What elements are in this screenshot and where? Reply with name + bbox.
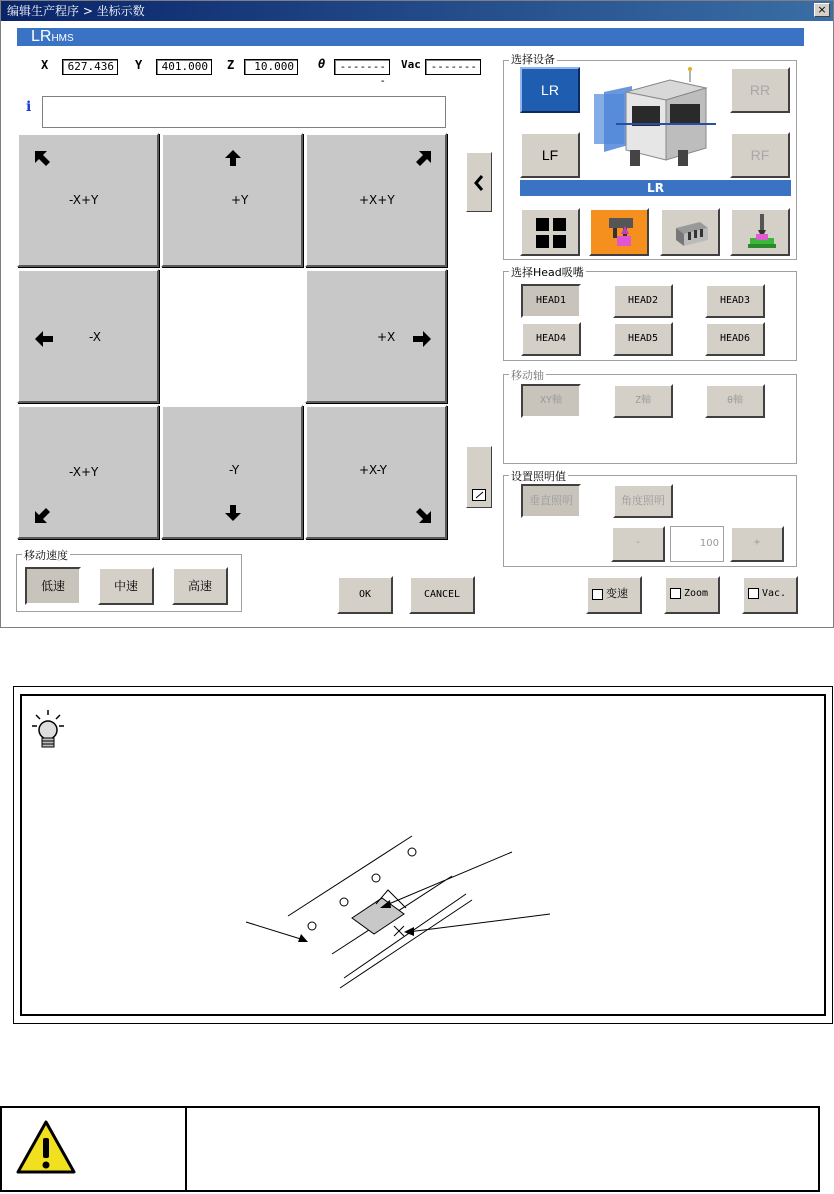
vac-toggle[interactable]	[742, 576, 798, 614]
vac-toggle-label: Vac.	[762, 588, 787, 599]
nozzle-icon	[746, 214, 778, 252]
view-grid-button[interactable]	[520, 208, 580, 256]
y-label: Y	[135, 58, 143, 72]
device-lr-button[interactable]: LR	[520, 67, 580, 113]
z-label: Z	[227, 58, 235, 72]
checkbox-icon	[748, 588, 759, 599]
view-nozzle-button[interactable]	[730, 208, 790, 256]
ok-button[interactable]: OK	[337, 576, 393, 614]
head-group-title: 选择Head吸嘴	[511, 266, 584, 279]
jog-ne-label: +X+Y	[359, 193, 395, 207]
jog-n-button[interactable]	[161, 133, 303, 267]
info-message-box	[42, 96, 446, 128]
pcb-fiducial-diagram	[240, 830, 560, 998]
caution-frame	[0, 1106, 820, 1192]
vac-value: -------	[425, 59, 481, 75]
head-camera-icon	[605, 216, 637, 250]
caution-divider	[185, 1108, 187, 1190]
arrow-right-icon	[413, 331, 431, 347]
jog-e-button[interactable]	[305, 269, 447, 403]
arrow-up-icon	[225, 150, 241, 166]
selected-device-bar: LR	[520, 180, 791, 196]
checkbox-icon	[670, 588, 681, 599]
arrow-down-icon	[225, 505, 241, 521]
device-rr-button[interactable]: RR	[730, 67, 790, 113]
angle-light-button[interactable]: 角度照明	[613, 484, 673, 518]
arrow-nw-icon	[35, 151, 51, 167]
axis-group-title: 移动轴	[511, 369, 544, 382]
jog-w-button[interactable]	[17, 269, 159, 403]
grid-icon	[536, 218, 566, 248]
jog-sw-button[interactable]	[17, 405, 159, 539]
device-group-title: 选择设备	[511, 53, 555, 66]
z-value: 10.000	[244, 59, 298, 75]
head3-button[interactable]: HEAD3	[705, 284, 765, 318]
header-bar	[17, 28, 804, 46]
x-value: 627.436	[62, 59, 118, 75]
light-plus-button[interactable]: +	[730, 526, 784, 562]
light-value-field[interactable]: 100	[670, 526, 724, 562]
jog-sw-label: -X+Y	[69, 465, 99, 479]
head6-button[interactable]: HEAD6	[705, 322, 765, 356]
head4-button[interactable]: HEAD4	[521, 322, 581, 356]
info-icon: i	[26, 99, 32, 115]
warning-icon	[14, 1118, 78, 1178]
theta-value: --------	[334, 59, 390, 75]
placement-machine-image	[586, 64, 726, 178]
arrow-ne-icon	[415, 151, 431, 167]
vac-label: Vac	[401, 58, 421, 71]
light-minus-button[interactable]: -	[611, 526, 665, 562]
head5-button[interactable]: HEAD5	[613, 322, 673, 356]
cancel-button[interactable]: CANCEL	[409, 576, 475, 614]
chevron-left-icon	[474, 175, 484, 191]
jog-w-label: -X	[89, 330, 101, 344]
speed-high-button[interactable]: 高速	[172, 567, 228, 605]
axis-theta-button[interactable]: θ軸	[705, 384, 765, 418]
jog-n-label: +Y	[231, 193, 249, 207]
view-feeder-button[interactable]	[660, 208, 720, 256]
x-label: X	[41, 58, 49, 72]
view-head-button[interactable]	[589, 208, 649, 256]
axis-z-button[interactable]: Z軸	[613, 384, 673, 418]
resize-icon	[472, 489, 486, 501]
jog-nw-button[interactable]	[17, 133, 159, 267]
head2-button[interactable]: HEAD2	[613, 284, 673, 318]
speed-group-title: 移动速度	[24, 549, 68, 562]
zoom-toggle[interactable]	[664, 576, 720, 614]
lighting-group-title: 设置照明值	[511, 470, 566, 483]
jog-e-label: +X	[377, 330, 396, 344]
y-value: 401.000	[156, 59, 212, 75]
arrow-left-icon	[35, 331, 53, 347]
close-button[interactable]: ×	[814, 3, 830, 17]
arrow-se-icon	[415, 507, 431, 523]
header-subtitle: HMS	[51, 33, 74, 44]
jog-s-button[interactable]	[161, 405, 303, 539]
variable-speed-label: 变速	[606, 587, 628, 600]
variable-speed-toggle[interactable]	[586, 576, 642, 614]
jog-s-label: -Y	[229, 463, 240, 477]
collapse-panel-button[interactable]	[466, 152, 492, 212]
head1-button[interactable]: HEAD1	[521, 284, 581, 318]
header-title: LR	[31, 28, 52, 45]
axis-xy-button[interactable]: XY軸	[521, 384, 581, 418]
lightbulb-icon	[30, 708, 74, 754]
feeder-icon	[674, 218, 710, 248]
theta-label: θ	[318, 57, 326, 71]
window-title: 编辑生产程序 > 坐标示数	[1, 1, 833, 21]
checkbox-icon	[592, 589, 603, 600]
expand-view-button[interactable]	[466, 446, 492, 508]
device-lf-button[interactable]: LF	[520, 132, 580, 178]
jog-center-blank	[160, 269, 304, 405]
arrow-sw-icon	[35, 507, 51, 523]
vertical-light-button[interactable]: 垂直照明	[521, 484, 581, 518]
jog-ne-button[interactable]	[305, 133, 447, 267]
speed-low-button[interactable]: 低速	[25, 567, 81, 605]
speed-mid-button[interactable]: 中速	[98, 567, 154, 605]
zoom-label: Zoom	[684, 588, 709, 599]
jog-se-label: +X-Y	[359, 463, 387, 477]
jog-se-button[interactable]	[305, 405, 447, 539]
device-rf-button[interactable]: RF	[730, 132, 790, 178]
jog-nw-label: -X+Y	[69, 193, 99, 207]
